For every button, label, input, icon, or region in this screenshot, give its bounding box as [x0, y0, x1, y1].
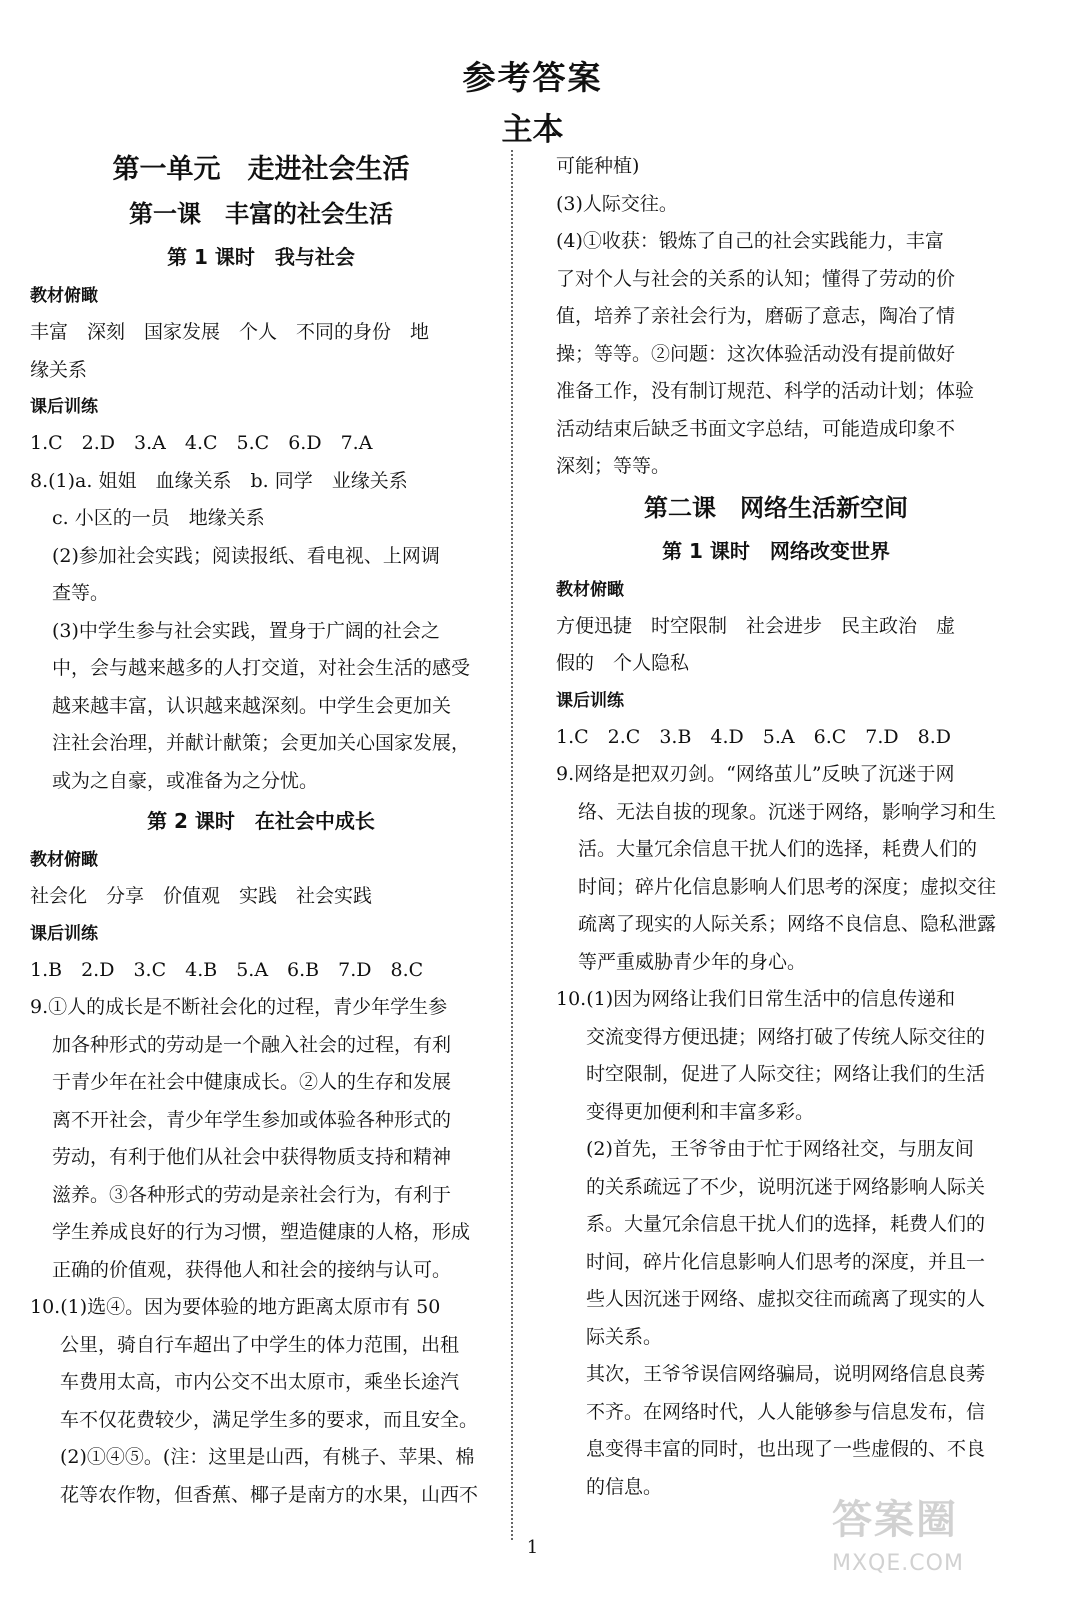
period-heading: 第 1 课时 网络改变世界 [662, 538, 890, 563]
lesson-heading: 第二课 网络生活新空间 [644, 493, 908, 522]
answer-line: 其次，王爷爷误信网络骗局，说明网络信息良莠 [586, 1363, 986, 1385]
section-label: 教材俯瞰 [30, 850, 98, 870]
answer-line: 活动结束后缺乏书面文字总结，可能造成印象不 [556, 417, 956, 440]
period-heading: 第 2 课时 在社会中成长 [147, 809, 375, 833]
page-subtitle: 主本 [501, 112, 564, 148]
answer-line: 滋养。③各种形式的劳动是亲社会行为，有利于 [52, 1183, 452, 1206]
answer-line: 际关系。 [586, 1325, 663, 1348]
answer-line: 变得更加便利和丰富多彩。 [586, 1100, 815, 1123]
answer-line: 疏离了现实的人际关系；网络不良信息、隐私泄露 [578, 913, 997, 935]
answer-line: 的关系疏远了不少，说明沉迷于网络影响人际关 [586, 1175, 986, 1198]
answer-line: 车不仅花费较少，满足学生多的要求，而且安全。 [60, 1408, 479, 1431]
answer-line: (3)中学生参与社会实践，置身于广阔的社会之 [52, 619, 440, 642]
answer-line: 1.C 2.C 3.B 4.D 5.A 6.C 7.D 8.D [556, 725, 952, 748]
answer-line: c. 小区的一员 地缘关系 [52, 507, 265, 529]
answer-line: 些人因沉迷于网络、虚拟交往而疏离了现实的人 [586, 1288, 986, 1310]
answer-line: 公里，骑自行车超出了中学生的体力范围，出租 [60, 1333, 460, 1356]
answer-line: 可能种植) [556, 155, 640, 177]
answer-line: 劳动，有利于他们从社会中获得物质支持和精神 [52, 1146, 452, 1168]
answer-line: (2)①④⑤。(注：这里是山西，有桃子、苹果、棉 [60, 1446, 475, 1468]
answer-line: 系。大量冗余信息干扰人们的选择，耗费人们的 [586, 1213, 986, 1235]
right-column [556, 148, 996, 1506]
answer-line: 查等。 [52, 582, 110, 604]
answer-line: (2)参加社会实践；阅读报纸、看电视、上网调 [52, 544, 440, 567]
answer-line: 10.(1)选④。因为要体验的地方距离太原市有 50 [30, 1296, 441, 1318]
answer-line: 深刻；等等。 [556, 455, 671, 477]
answer-line: 花等农作物，但香蕉、椰子是南方的水果，山西不 [60, 1483, 479, 1506]
answer-line: 活。大量冗余信息干扰人们的选择，耗费人们的 [578, 838, 978, 860]
answer-line: 等严重威胁青少年的身心。 [578, 950, 807, 973]
answer-line: (3)人际交往。 [556, 192, 678, 215]
answer-line: 1.B 2.D 3.C 4.B 5.A 6.B 7.D 8.C [30, 958, 424, 981]
answer-line: 车费用太高，市内公交不出太原市，乘坐长途汽 [60, 1371, 460, 1393]
answer-line: 值，培养了亲社会行为，磨砺了意志，陶冶了情 [556, 305, 956, 327]
answer-line: 丰富 深刻 国家发展 个人 不同的身份 地 [30, 321, 430, 343]
watermark-url: MXQE.COM [832, 1551, 964, 1576]
answer-line: 越来越丰富，认识越来越深刻。中学生会更加关 [52, 694, 452, 717]
answer-line: 缘关系 [30, 358, 88, 381]
watermark-logo-text: 答案圈 [832, 1497, 958, 1543]
page-title: 参考答案 [462, 58, 603, 97]
answer-line: 不齐。在网络时代，人人能够参与信息发布，信 [586, 1400, 986, 1423]
watermark-logo [832, 1488, 1052, 1593]
answer-line: (4)①收获：锻炼了自己的社会实践能力，丰富 [556, 230, 944, 252]
section-label: 教材俯瞰 [556, 579, 624, 600]
unit-heading: 第一单元 走进社会生活 [112, 154, 410, 185]
answer-line: (2)首先，王爷爷由于忙于网络社交，与朋友间 [586, 1138, 974, 1160]
answer-line: 的信息。 [586, 1475, 663, 1498]
answer-line: 10.(1)因为网络让我们日常生活中的信息传递和 [556, 988, 956, 1010]
answer-line: 正确的价值观，获得他人和社会的接纳与认可。 [52, 1258, 452, 1281]
column-divider [511, 150, 513, 1540]
period-heading: 第 1 课时 我与社会 [167, 245, 355, 269]
answer-line: 或为之自豪，或准备为之分忧。 [52, 769, 319, 792]
answer-line: 时间；碎片化信息影响人们思考的深度；虚拟交往 [578, 875, 997, 898]
section-label: 课后训练 [30, 397, 98, 417]
answer-line: 于青少年在社会中健康成长。②人的生存和发展 [52, 1071, 452, 1093]
left-column [30, 148, 492, 1514]
answer-line: 1.C 2.D 3.A 4.C 5.C 6.D 7.A [30, 432, 373, 454]
section-label: 课后训练 [556, 690, 624, 711]
answer-line: 9.①人的成长是不断社会化的过程，青少年学生参 [30, 996, 448, 1018]
page-number: 1 [526, 1537, 539, 1558]
answer-line: 加各种形式的劳动是一个融入社会的过程，有利 [52, 1033, 452, 1056]
answer-line: 时空限制，促进了人际交往；网络让我们的生活 [586, 1063, 986, 1085]
answer-line: 学生养成良好的行为习惯，塑造健康的人格，形成 [52, 1221, 471, 1243]
answer-line: 注社会治理，并献计献策；会更加关心国家发展， [52, 732, 471, 754]
answer-line: 准备工作，没有制订规范、科学的活动计划；体验 [556, 380, 975, 402]
answer-line: 假的 个人隐私 [556, 652, 690, 674]
answer-line: 时间，碎片化信息影响人们思考的深度，并且一 [586, 1250, 986, 1273]
lesson-heading: 第一课 丰富的社会生活 [129, 200, 393, 228]
answer-line: 9.网络是把双刃剑。“网络茧儿”反映了沉迷于网 [556, 763, 955, 785]
section-label: 课后训练 [30, 923, 98, 944]
answer-line: 络、无法自拔的现象。沉迷于网络，影响学习和生 [578, 800, 997, 823]
answer-line: 方便迅捷 时空限制 社会进步 民主政治 虚 [556, 614, 956, 637]
answer-line: 了对个人与社会的关系的认知；懂得了劳动的价 [556, 267, 956, 290]
answer-line: 中，会与越来越多的人打交道，对社会生活的感受 [52, 657, 471, 679]
answer-line: 交流变得方便迅捷；网络打破了传统人际交往的 [586, 1025, 986, 1048]
answer-line: 离不开社会，青少年学生参加或体验各种形式的 [52, 1108, 452, 1131]
answer-line: 操；等等。②问题：这次体验活动没有提前做好 [556, 342, 956, 365]
answer-line: 社会化 分享 价值观 实践 社会实践 [30, 885, 373, 907]
answer-line: 息变得丰富的同时，也出现了一些虚假的、不良 [586, 1438, 986, 1460]
section-label: 教材俯瞰 [30, 286, 98, 306]
answer-line: 8.(1)a. 姐姐 血缘关系 b. 同学 业缘关系 [30, 469, 408, 492]
